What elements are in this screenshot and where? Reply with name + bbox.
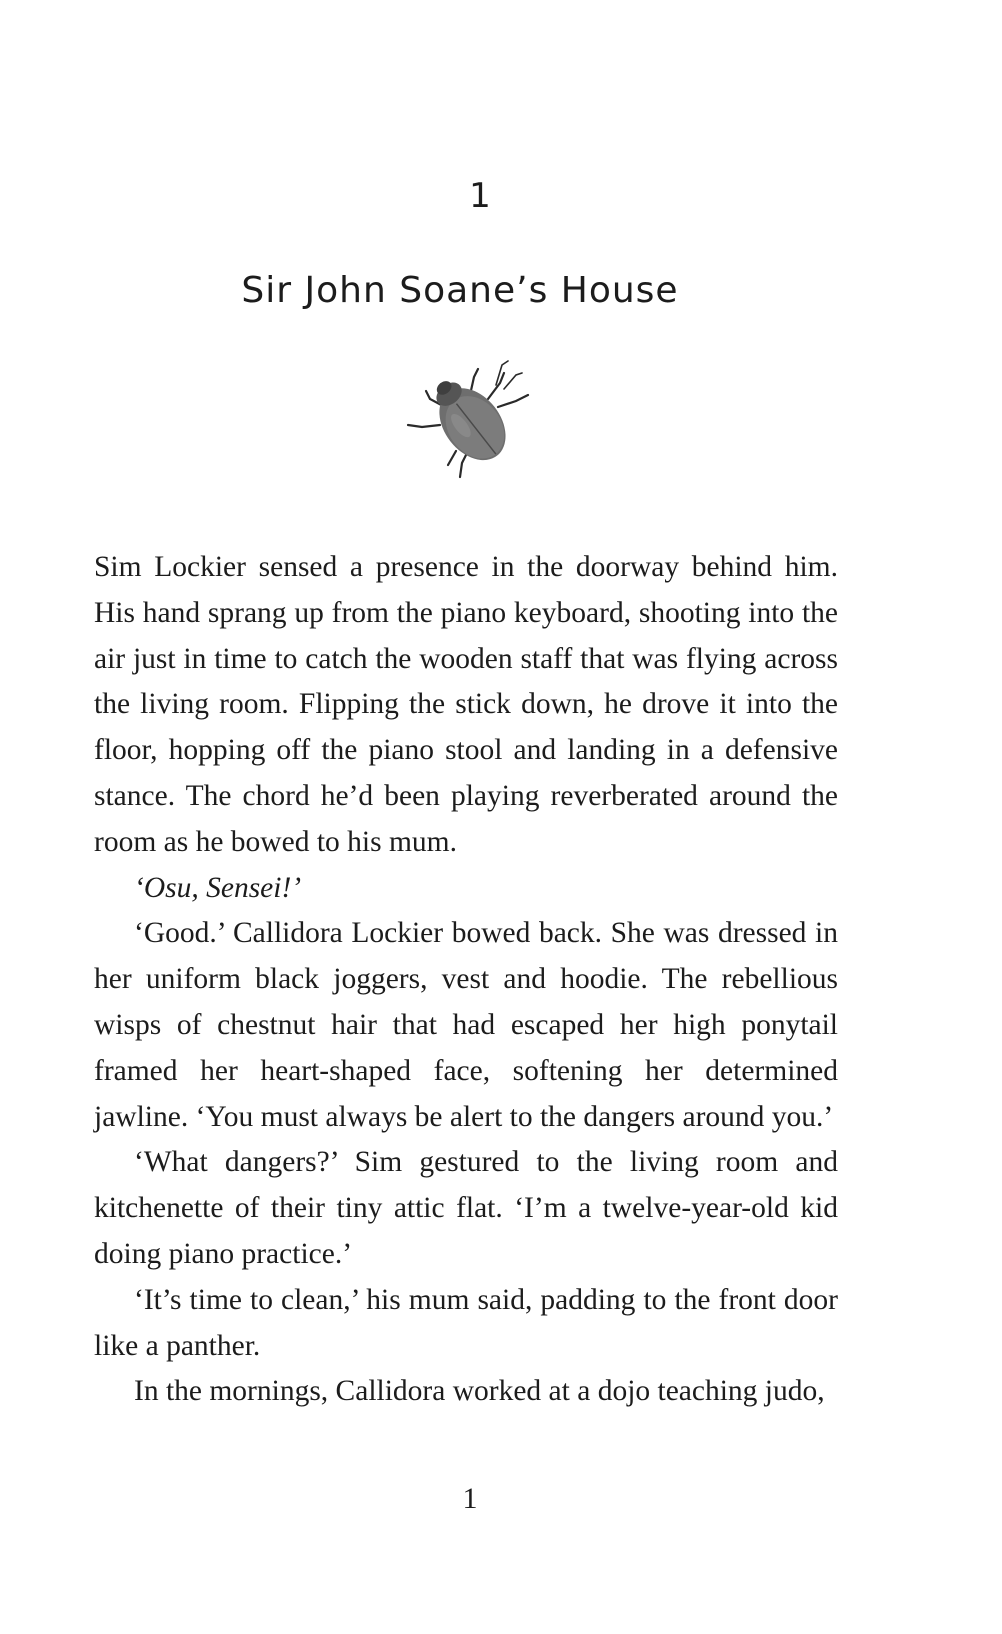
paragraph: ‘Good.’ Callidora Lockier bowed back. She was dressed in her uniform black joggers, vest and hoodie. The rebellious wisps of chestnut hair that had escaped her high ponytail framed her heart-shaped face, softening her determined jawline. ‘You must always be alert to the dangers around you.’ bbox=[94, 917, 838, 1133]
paragraph: Sim Lockier sensed a presence in the doorway behind him. His hand sprang up from the piano keyboard, shooting into the air just in time to catch the wooden staff that was flying across the living room. Flipping the stick down, he drove it into the floor, hopping off the piano stool and landing in a defensive stance. The chord he’d been playing reverberated around the room as he bowed to his mum. bbox=[94, 551, 838, 858]
paragraph bbox=[94, 866, 838, 912]
beetle-icon bbox=[400, 355, 540, 485]
body-text bbox=[94, 545, 838, 1415]
paragraph-italic: ‘Osu, Sensei!’ bbox=[134, 871, 302, 904]
chapter-title: Sir John Soane’s House bbox=[241, 270, 679, 311]
paragraph: ‘What dangers?’ Sim gestured to the living room and kitchenette of their tiny attic flat. ‘I’m a twelve-year-old kid doing piano practice.’ bbox=[94, 1146, 838, 1270]
paragraph: ‘It’s time to clean,’ his mum said, padding to the front door like a panther. bbox=[94, 1283, 838, 1362]
paragraph: In the mornings, Callidora worked at a dojo teaching judo, bbox=[134, 1375, 825, 1408]
page-number: 1 bbox=[462, 1482, 478, 1515]
chapter-number: 1 bbox=[469, 176, 491, 216]
